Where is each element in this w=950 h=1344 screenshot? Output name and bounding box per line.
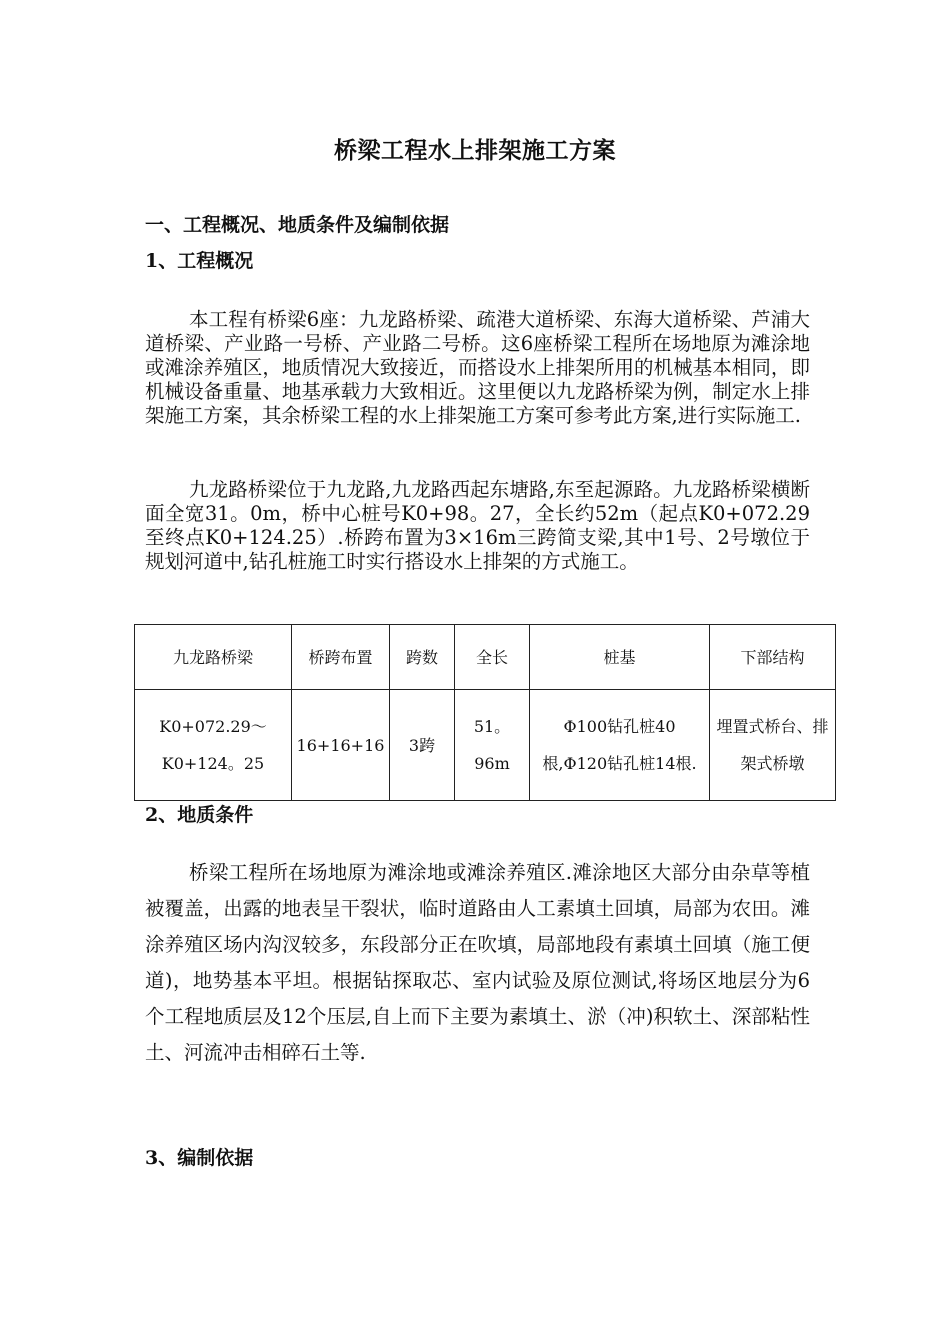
table-header-cell: 九龙路桥梁 bbox=[135, 625, 292, 690]
table-header-cell: 桥跨布置 bbox=[292, 625, 390, 690]
table-cell: 3跨 bbox=[390, 690, 455, 801]
table-header-cell: 跨数 bbox=[390, 625, 455, 690]
table-cell: 埋置式桥台、排架式桥墩 bbox=[710, 690, 836, 801]
section-heading-overview: 一、工程概况、地质条件及编制依据 bbox=[145, 214, 450, 236]
subheading-geology: 2、地质条件 bbox=[145, 804, 254, 826]
bridge-table bbox=[134, 624, 836, 801]
table-cell: Φ100钻孔桩40根,Φ120钻孔桩14根. bbox=[530, 690, 710, 801]
table-cell: 16+16+16 bbox=[292, 690, 390, 801]
table-header-cell: 桩基 bbox=[530, 625, 710, 690]
table-header-cell: 下部结构 bbox=[710, 625, 836, 690]
table-cell: 51。96m bbox=[455, 690, 530, 801]
paragraph-jiulong-bridge: 九龙路桥梁位于九龙路,九龙路西起东塘路,东至起源路。九龙路桥梁横断面全宽31。0m，桥中心桩号K0+98。27，全长约52m（起点K0+072.29至终点K0+124.25）.桥跨布置为3×16m三跨简支梁,其中1号、2号墩位于规划河道中,钻孔桩施工时实行搭设水上排架的方式施工。 bbox=[145, 478, 810, 573]
table-header-row bbox=[135, 625, 836, 690]
table-row bbox=[135, 690, 836, 801]
subheading-basis: 3、编制依据 bbox=[145, 1147, 254, 1169]
paragraph-project-overview: 本工程有桥梁6座：九龙路桥梁、疏港大道桥梁、东海大道桥梁、芦浦大道桥梁、产业路一号桥、产业路二号桥。这6座桥梁工程所在场地原为滩涂地或滩涂养殖区，地质情况大致接近，而搭设水上排架所用的机械基本相同，即机械设备重量、地基承载力大致相近。这里便以九龙路桥梁为例，制定水上排架施工方案，其余桥梁工程的水上排架施工方案可参考此方案,进行实际施工. bbox=[145, 308, 810, 427]
subheading-project-overview: 1、工程概况 bbox=[145, 250, 254, 272]
table-header-cell: 全长 bbox=[455, 625, 530, 690]
table-cell: K0+072.29～K0+124。25 bbox=[135, 690, 292, 801]
paragraph-geology: 桥梁工程所在场地原为滩涂地或滩涂养殖区.滩涂地区大部分由杂草等植被覆盖，出露的地表呈干裂状，临时道路由人工素填土回填，局部为农田。滩涂养殖区场内沟汊较多，东段部分正在吹填，局部地段有素填土回填（施工便道)，地势基本平坦。根据钻探取芯、室内试验及原位测试,将场区地层分为6个工程地质层及12个压层,自上而下主要为素填土、淤（冲)积软土、深部粘性土、河流冲击相碎石土等. bbox=[145, 861, 810, 1064]
document-title: 桥梁工程水上排架施工方案 bbox=[334, 137, 616, 164]
